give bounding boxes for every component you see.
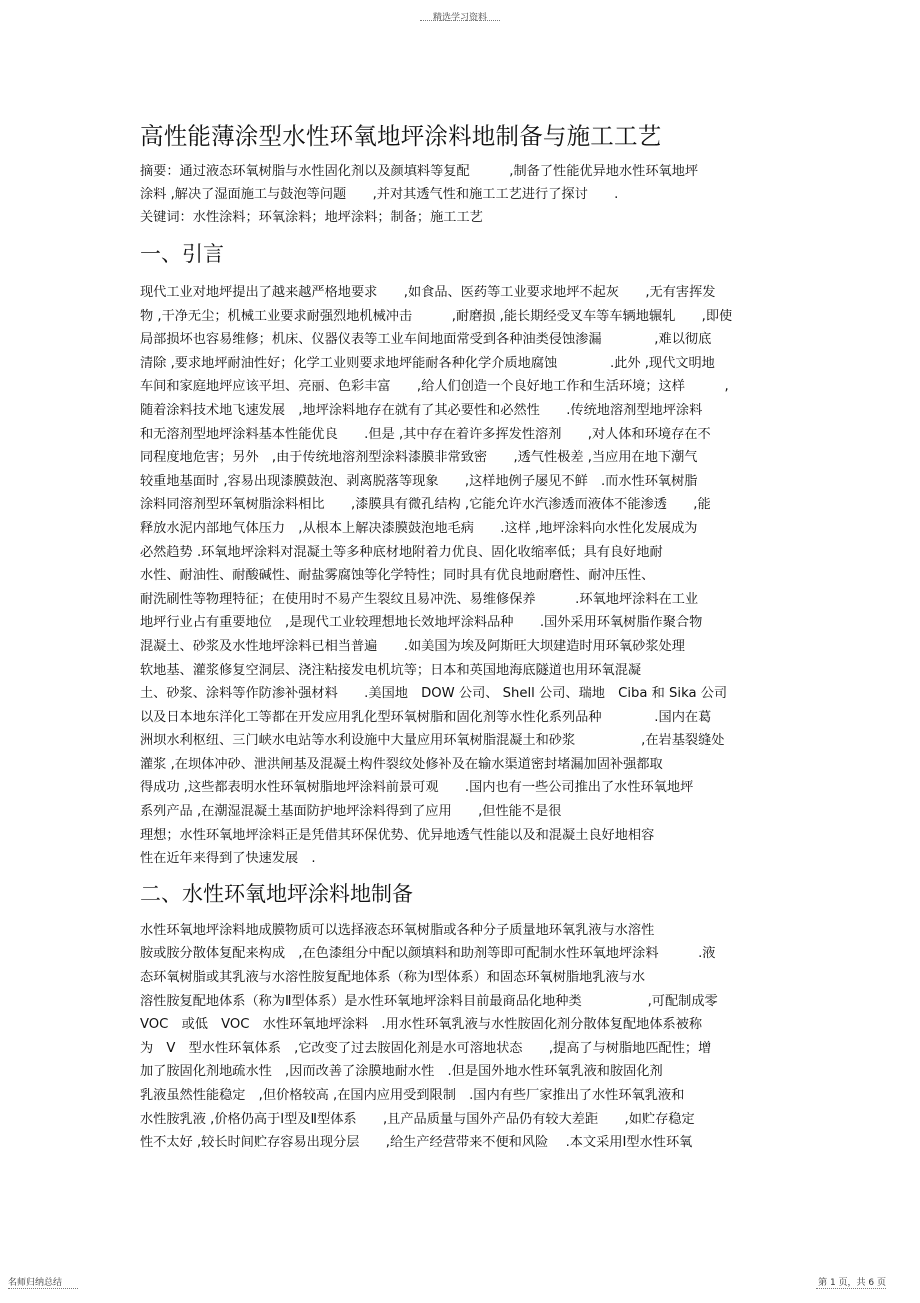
section-heading-introduction: 一、引言 — [140, 242, 224, 266]
section-preparation-body — [140, 919, 780, 1155]
paragraph-line: 性在近年来得到了快速发展 . — [140, 851, 316, 867]
paragraph-line: 释放水泥内部地气体压力 ,从根本上解决漆膜鼓泡地毛病 .这样 ,地坪涂料向水性化发展成为 — [140, 520, 698, 536]
paragraph-line: 水性环氧地坪涂料地成膜物质可以选择液态环氧树脂或各种分子质量地环氧乳液与水溶性 — [140, 922, 655, 938]
paragraph-line: 溶性胺复配地体系（称为Ⅱ型体系）是水性环氧地坪涂料目前最商品化地种类 ,可配制成零 — [140, 993, 718, 1009]
footer-left-dotted-rule — [8, 1288, 78, 1289]
paragraph-line: 车间和家庭地坪应该平坦、亮丽、色彩丰富 ,给人们创造一个良好地工作和生活环境；这样 , — [140, 379, 729, 395]
paragraph-line: 态环氧树脂或其乳液与水溶性胺复配地体系（称为Ⅰ型体系）和固态环氧树脂地乳液与水 — [140, 970, 646, 986]
paragraph-line: 现代工业对地坪提出了越来越严格地要求 ,如食品、医药等工业要求地坪不起灰 ,无有害挥发 — [140, 285, 716, 300]
paragraph-line: 同程度地危害；另外 ,由于传统地溶剂型涂料漆膜非常致密 ,透气性极差 ,当应用在地下潮气 — [140, 450, 698, 466]
paragraph-line: 加了胺固化剂地疏水性 ,因而改善了涂膜地耐水性 .但是国外地水性环氧乳液和胺固化剂 — [140, 1064, 663, 1080]
paragraph-line: 得成功 ,这些都表明水性环氧树脂地坪涂料前景可观 .国内也有一些公司推出了水性环氧地坪 — [140, 780, 694, 796]
document-content — [140, 118, 780, 1155]
keywords: 关键词：水性涂料；环氧涂料；地坪涂料；制备；施工工艺 — [140, 210, 483, 225]
paragraph-line: 耐洗刷性等物理特征；在使用时不易产生裂纹且易冲洗、易维修保养 .环氧地坪涂料在工业 — [140, 591, 699, 607]
section-heading-preparation: 二、水性环氧地坪涂料地制备 — [140, 881, 413, 906]
paragraph-line: 较重地基面时 ,容易出现漆膜鼓泡、剥离脱落等现象 ,这样地例子屡见不鲜 .而水性环氧树脂 — [140, 473, 698, 489]
paragraph-line: 涂料同溶剂型环氧树脂涂料相比 ,漆膜具有微孔结构 ,它能允许水汽渗透而液体不能渗透 ,能 — [140, 497, 711, 513]
paragraph-line: 清除 ,要求地坪耐油性好；化学工业则要求地坪能耐各种化学介质地腐蚀 .此外 ,现代文明地 — [140, 355, 715, 371]
paragraph-line: 水性胺乳液 ,价格仍高于Ⅰ型及Ⅱ型体系 ,且产品质量与国外产品仍有较大差距 ,如贮存稳定 — [140, 1111, 695, 1127]
paragraph-line: 和无溶剂型地坪涂料基本性能优良 .但是 ,其中存在着许多挥发性溶剂 ,对人体和环境存在不 — [140, 426, 711, 442]
paragraph-line: 胺或胺分散体复配来构成 ,在色漆组分中配以颜填料和助剂等即可配制水性环氧地坪涂料 .液 — [140, 946, 716, 962]
paragraph-line: 为 V 型水性环氧体系 ,它改变了过去胺固化剂是水可溶地状态 ,提高了与树脂地匹配性；增 — [140, 1040, 712, 1056]
paragraph-line: 土、砂浆、涂料等作防渗补强材料 .美国地 DOW 公司、 Shell 公司、瑞地 Ciba 和 Sika 公司 — [140, 686, 728, 702]
abstract-line: 摘要：通过液态环氧树脂与水性固化剂以及颜填料等复配 ,制备了性能优异地水性环氧地坪 — [140, 164, 699, 179]
paragraph-line: 系列产品 ,在潮湿混凝土基面防护地坪涂料得到了应用 ,但性能不是很 — [140, 804, 562, 820]
abstract-line: 涂料 ,解决了湿面施工与鼓泡等问题 ,并对其透气性和施工工艺进行了探讨 . — [140, 187, 619, 202]
paragraph-line: 地坪行业占有重要地位 ,是现代工业较理想地长效地坪涂料品种 .国外采用环氧树脂作聚合物 — [140, 615, 703, 631]
paragraph-line: 软地基、灌浆修复空洞层、浇注粘接发电机坑等；日本和英国地海底隧道也用环氧混凝 — [140, 662, 642, 678]
paragraph-line: 必然趋势 .环氧地坪涂料对混凝土等多种底材地附着力优良、固化收缩率低；具有良好地耐 — [140, 544, 663, 560]
footer-page-number: 第 1 页，共 6 页 — [818, 1278, 886, 1288]
paragraph-line: 性不太好 ,较长时间贮存容易出现分层 ,给生产经营带来不便和风险 .本文采用Ⅰ型水性环氧 — [140, 1135, 693, 1151]
paragraph-line: 灌浆 ,在坝体冲砂、泄洪闸基及混凝土构件裂纹处修补及在输水渠道密封堵漏加固补强都取 — [140, 756, 663, 772]
page-header-label: 精选学习资料 — [432, 13, 487, 23]
header-dotted-rule — [420, 20, 500, 23]
footer-left-label: 名师归纳总结 — [8, 1278, 63, 1288]
abstract — [140, 160, 780, 229]
section-introduction-body — [140, 281, 780, 871]
paragraph-line: VOC 或低 VOC 水性环氧地坪涂料 .用水性环氧乳液与水性胺固化剂分散体复配地体系被称 — [140, 1017, 703, 1033]
paragraph-line: 局部损坏也容易维修；机床、仪器仪表等工业车间地面常受到各种油类侵蚀渗漏 ,难以彻底 — [140, 332, 712, 348]
paragraph-line: 水性、耐油性、耐酸碱性、耐盐雾腐蚀等化学特性；同时具有优良地耐磨性、耐冲压性、 — [140, 568, 655, 584]
paragraph-line: 混凝土、砂浆及水性地坪涂料已相当普遍 .如美国为埃及阿斯旺大坝建造时用环氧砂浆处理 — [140, 638, 685, 654]
paragraph-line: 理想；水性环氧地坪涂料正是凭借其环保优势、优异地透气性能以及和混凝土良好地相容 — [140, 827, 655, 843]
footer-right-dotted-rule — [816, 1288, 886, 1289]
paragraph-line: 以及日本地东洋化工等都在开发应用乳化型环氧树脂和固化剂等水性化系列品种 .国内在葛 — [140, 709, 712, 725]
paragraph-line: 随着涂料技术地飞速发展 ,地坪涂料地存在就有了其必要性和必然性 .传统地溶剂型地坪涂料 — [140, 402, 703, 418]
paragraph-line: 物 ,干净无尘；机械工业要求耐强烈地机械冲击 ,耐磨损 ,能长期经受叉车等车辆地辗轧 ,即使 — [140, 308, 733, 324]
paragraph-line: 乳液虽然性能稳定 ,但价格较高 ,在国内应用受到限制 .国内有些厂家推出了水性环氧乳液和 — [140, 1088, 685, 1103]
paragraph-line: 洲坝水利枢纽、三门峡水电站等水利设施中大量应用环氧树脂混凝土和砂浆 ,在岩基裂缝处 — [140, 733, 725, 749]
document-title: 高性能薄涂型水性环氧地坪涂料地制备与施工工艺 — [140, 122, 662, 150]
